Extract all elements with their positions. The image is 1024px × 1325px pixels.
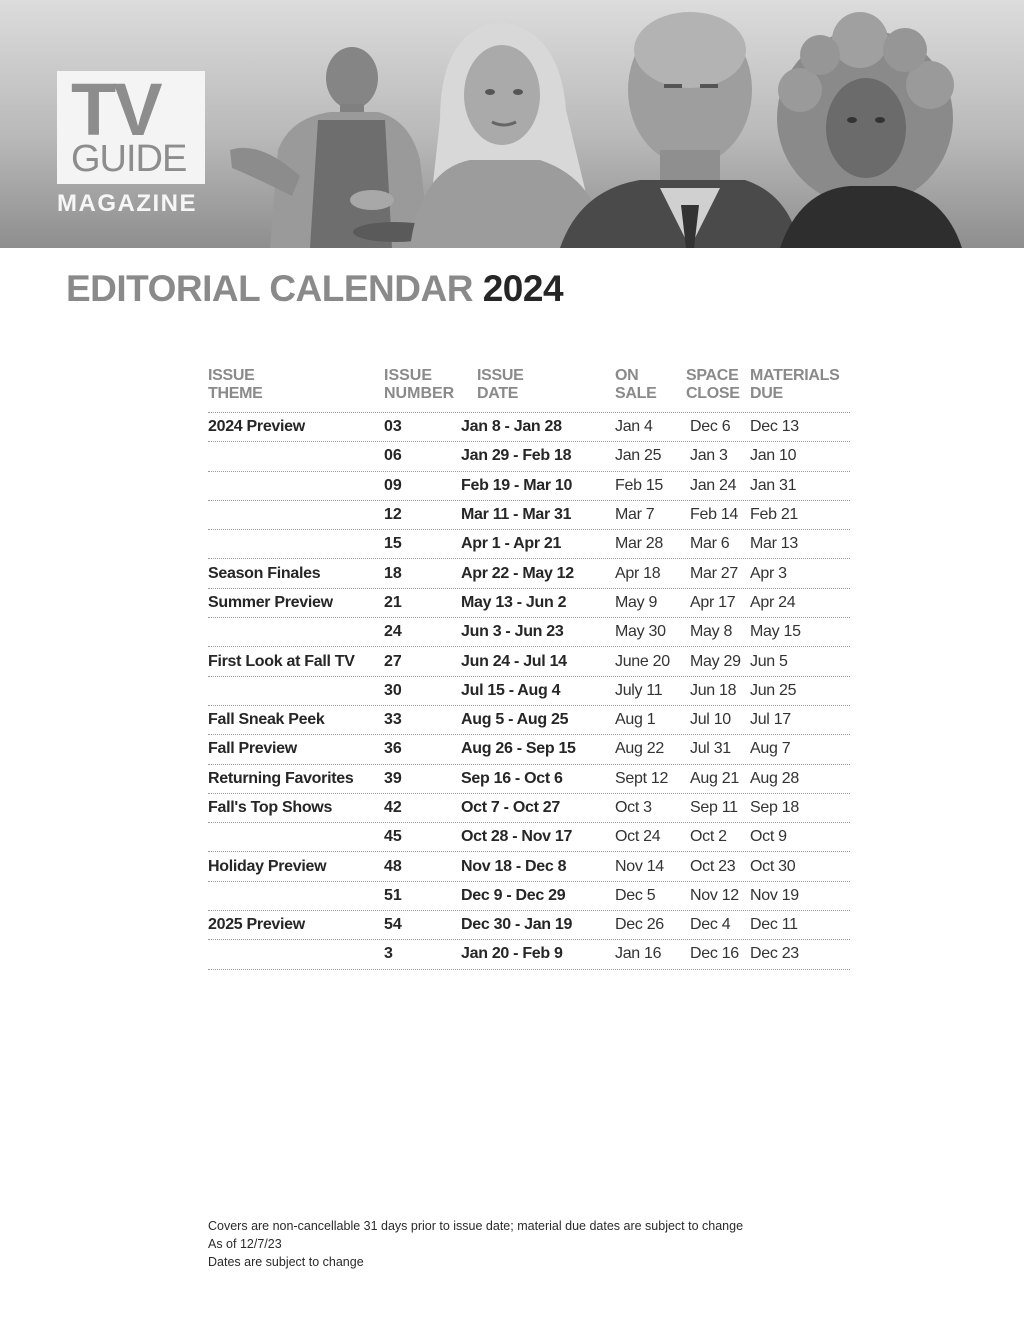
space-close-cell: Sep 11 (690, 799, 738, 816)
on-sale-cell: Feb 15 (615, 476, 664, 494)
issue-number-cell: 03 (384, 418, 402, 436)
on-sale-cell: Aug 1 (615, 711, 656, 729)
on-sale-cell: Jan 16 (615, 945, 662, 963)
issue-number-cell: 54 (384, 916, 402, 934)
issue-number-cell: 45 (384, 828, 402, 846)
table-row (208, 618, 850, 647)
header-issue-theme: ISSUE THEME (208, 367, 263, 402)
header-issue-date: ISSUE DATE (477, 367, 524, 402)
on-sale-cell: Oct 24 (615, 828, 661, 846)
page-title (66, 268, 563, 310)
issue-date-cell: Jun 3 - Jun 23 (461, 623, 564, 641)
issue-date-cell: Sep 16 - Oct 6 (461, 769, 563, 787)
on-sale-cell: Apr 18 (615, 564, 661, 582)
header-space-close: SPACE CLOSE (686, 367, 740, 402)
table-row (208, 677, 850, 706)
logo-magazine-text: MAGAZINE (57, 190, 197, 217)
issue-theme-cell: Season Finales (208, 564, 321, 582)
issue-number-cell: 24 (384, 623, 402, 641)
issue-theme-cell: 2025 Preview (208, 916, 305, 934)
on-sale-cell: June 20 (615, 652, 670, 670)
issue-number-cell: 15 (384, 535, 402, 553)
table-row (208, 852, 850, 881)
table-row (208, 940, 850, 969)
issue-number-cell: 33 (384, 711, 402, 729)
issue-number-cell: 09 (384, 476, 402, 494)
issue-date-cell: Oct 7 - Oct 27 (461, 799, 560, 816)
materials-due-cell: Jan 10 (750, 447, 797, 465)
table-header (208, 365, 850, 413)
table-row (208, 911, 850, 940)
space-close-cell: Jan 3 (690, 447, 728, 465)
materials-due-cell: Dec 23 (750, 945, 799, 963)
materials-due-cell: Jun 25 (750, 681, 797, 699)
materials-due-cell: Aug 7 (750, 740, 791, 758)
issue-theme-cell: Fall Preview (208, 740, 297, 758)
issue-number-cell: 21 (384, 593, 402, 611)
space-close-cell: Nov 12 (690, 886, 739, 904)
materials-due-cell: Jun 5 (750, 652, 788, 670)
issue-date-cell: Jul 15 - Aug 4 (461, 681, 561, 699)
on-sale-cell: Aug 22 (615, 740, 664, 758)
materials-due-cell: Jul 17 (750, 711, 791, 729)
header-banner (0, 0, 1024, 248)
table-row (208, 735, 850, 764)
space-close-cell: Dec 4 (690, 916, 731, 934)
issue-date-cell: Jan 29 - Feb 18 (461, 447, 572, 465)
issue-theme-cell: 2024 Preview (208, 418, 305, 436)
materials-due-cell: Feb 21 (750, 506, 799, 524)
chef-figure (230, 47, 437, 248)
space-close-cell: Oct 2 (690, 828, 727, 846)
space-close-cell: Jul 10 (690, 711, 731, 729)
issue-number-cell: 42 (384, 799, 402, 816)
title-text: EDITORIAL CALENDAR (66, 268, 473, 309)
footer-note-cancellation: Covers are non-cancellable 31 days prior to issue date; material due dates are subject to change (208, 1219, 744, 1233)
table-row (208, 413, 850, 442)
table-row (208, 647, 850, 676)
issue-theme-cell: Holiday Preview (208, 857, 327, 875)
issue-number-cell: 06 (384, 447, 402, 465)
materials-due-cell: Nov 19 (750, 886, 799, 904)
space-close-cell: Jul 31 (690, 740, 731, 758)
on-sale-cell: Nov 14 (615, 857, 664, 875)
table-row (208, 559, 850, 588)
space-close-cell: May 8 (690, 623, 733, 641)
table-body (208, 413, 850, 970)
issue-date-cell: Mar 11 - Mar 31 (461, 506, 572, 524)
header-on-sale: ON SALE (615, 367, 657, 402)
issue-theme-cell: Returning Favorites (208, 769, 354, 787)
on-sale-cell: Dec 26 (615, 916, 664, 934)
logo-dot (58, 178, 63, 183)
table-row (208, 882, 850, 911)
table-row (208, 442, 850, 471)
issue-date-cell: Dec 30 - Jan 19 (461, 916, 573, 934)
issue-number-cell: 48 (384, 857, 402, 875)
space-close-cell: Oct 23 (690, 857, 736, 875)
on-sale-cell: July 11 (615, 681, 663, 699)
table-row (208, 794, 850, 823)
issue-number-cell: 18 (384, 564, 402, 582)
man-bald-figure (560, 12, 800, 248)
header-materials-due: MATERIALS DUE (750, 367, 840, 402)
materials-due-cell: Jan 31 (750, 476, 797, 494)
issue-date-cell: Oct 28 - Nov 17 (461, 828, 573, 846)
table-row (208, 589, 850, 618)
on-sale-cell: Jan 25 (615, 447, 662, 465)
title-year: 2024 (482, 268, 564, 309)
table-row (208, 530, 850, 559)
footer-note-dates: Dates are subject to change (208, 1255, 364, 1269)
issue-theme-cell: Fall Sneak Peek (208, 711, 325, 729)
issue-number-cell: 12 (384, 506, 402, 524)
issue-number-cell: 36 (384, 740, 402, 758)
editorial-calendar-table (208, 365, 850, 970)
logo-tv-text: TV (71, 68, 160, 151)
on-sale-cell: Oct 3 (615, 799, 652, 816)
issue-date-cell: Apr 22 - May 12 (461, 564, 574, 582)
table-row (208, 823, 850, 852)
issue-date-cell: Dec 9 - Dec 29 (461, 886, 566, 904)
issue-date-cell: Jun 24 - Jul 14 (461, 652, 567, 670)
materials-due-cell: Oct 30 (750, 857, 796, 875)
space-close-cell: Jun 18 (690, 681, 737, 699)
space-close-cell: Apr 17 (690, 593, 736, 611)
materials-due-cell: Dec 13 (750, 418, 799, 436)
space-close-cell: Dec 6 (690, 418, 731, 436)
space-close-cell: Aug 21 (690, 769, 739, 787)
on-sale-cell: Mar 7 (615, 506, 655, 524)
materials-due-cell: Sep 18 (750, 799, 799, 816)
on-sale-cell: Jan 4 (615, 418, 653, 436)
on-sale-cell: Dec 5 (615, 886, 656, 904)
logo-guide-text: GUIDE (71, 138, 187, 180)
materials-due-cell: Oct 9 (750, 828, 787, 846)
woman-curly-figure (777, 12, 962, 248)
on-sale-cell: May 30 (615, 623, 666, 641)
issue-number-cell: 3 (384, 945, 393, 963)
issue-date-cell: May 13 - Jun 2 (461, 593, 567, 611)
footer-notes (208, 1217, 743, 1271)
space-close-cell: Feb 14 (690, 506, 739, 524)
woman-blonde-figure (410, 22, 605, 248)
table-row (208, 765, 850, 794)
issue-number-cell: 51 (384, 886, 402, 904)
issue-date-cell: Nov 18 - Dec 8 (461, 857, 567, 875)
table-row (208, 472, 850, 501)
on-sale-cell: May 9 (615, 593, 658, 611)
issue-date-cell: Aug 26 - Sep 15 (461, 740, 576, 758)
space-close-cell: Jan 24 (690, 476, 737, 494)
issue-date-cell: Apr 1 - Apr 21 (461, 535, 562, 553)
materials-due-cell: May 15 (750, 623, 801, 641)
footer-note-as-of: As of 12/7/23 (208, 1237, 282, 1251)
space-close-cell: Mar 27 (690, 564, 738, 582)
table-row (208, 706, 850, 735)
issue-theme-cell: Fall's Top Shows (208, 799, 333, 816)
materials-due-cell: Aug 28 (750, 769, 799, 787)
materials-due-cell: Apr 24 (750, 593, 796, 611)
issue-theme-cell: First Look at Fall TV (208, 652, 355, 670)
issue-theme-cell: Summer Preview (208, 593, 333, 611)
issue-number-cell: 27 (384, 652, 402, 670)
issue-date-cell: Jan 8 - Jan 28 (461, 418, 562, 436)
issue-number-cell: 30 (384, 681, 402, 699)
issue-date-cell: Jan 20 - Feb 9 (461, 945, 563, 963)
space-close-cell: Mar 6 (690, 535, 730, 553)
header-issue-number: ISSUE NUMBER (384, 367, 455, 402)
tv-guide-logo (57, 68, 205, 184)
on-sale-cell: Mar 28 (615, 535, 663, 553)
table-row (208, 501, 850, 530)
materials-due-cell: Mar 13 (750, 535, 798, 553)
space-close-cell: Dec 16 (690, 945, 739, 963)
materials-due-cell: Dec 11 (750, 916, 798, 934)
materials-due-cell: Apr 3 (750, 564, 787, 582)
on-sale-cell: Sept 12 (615, 769, 669, 787)
issue-date-cell: Feb 19 - Mar 10 (461, 476, 573, 494)
issue-date-cell: Aug 5 - Aug 25 (461, 711, 569, 729)
space-close-cell: May 29 (690, 652, 741, 670)
issue-number-cell: 39 (384, 769, 402, 787)
